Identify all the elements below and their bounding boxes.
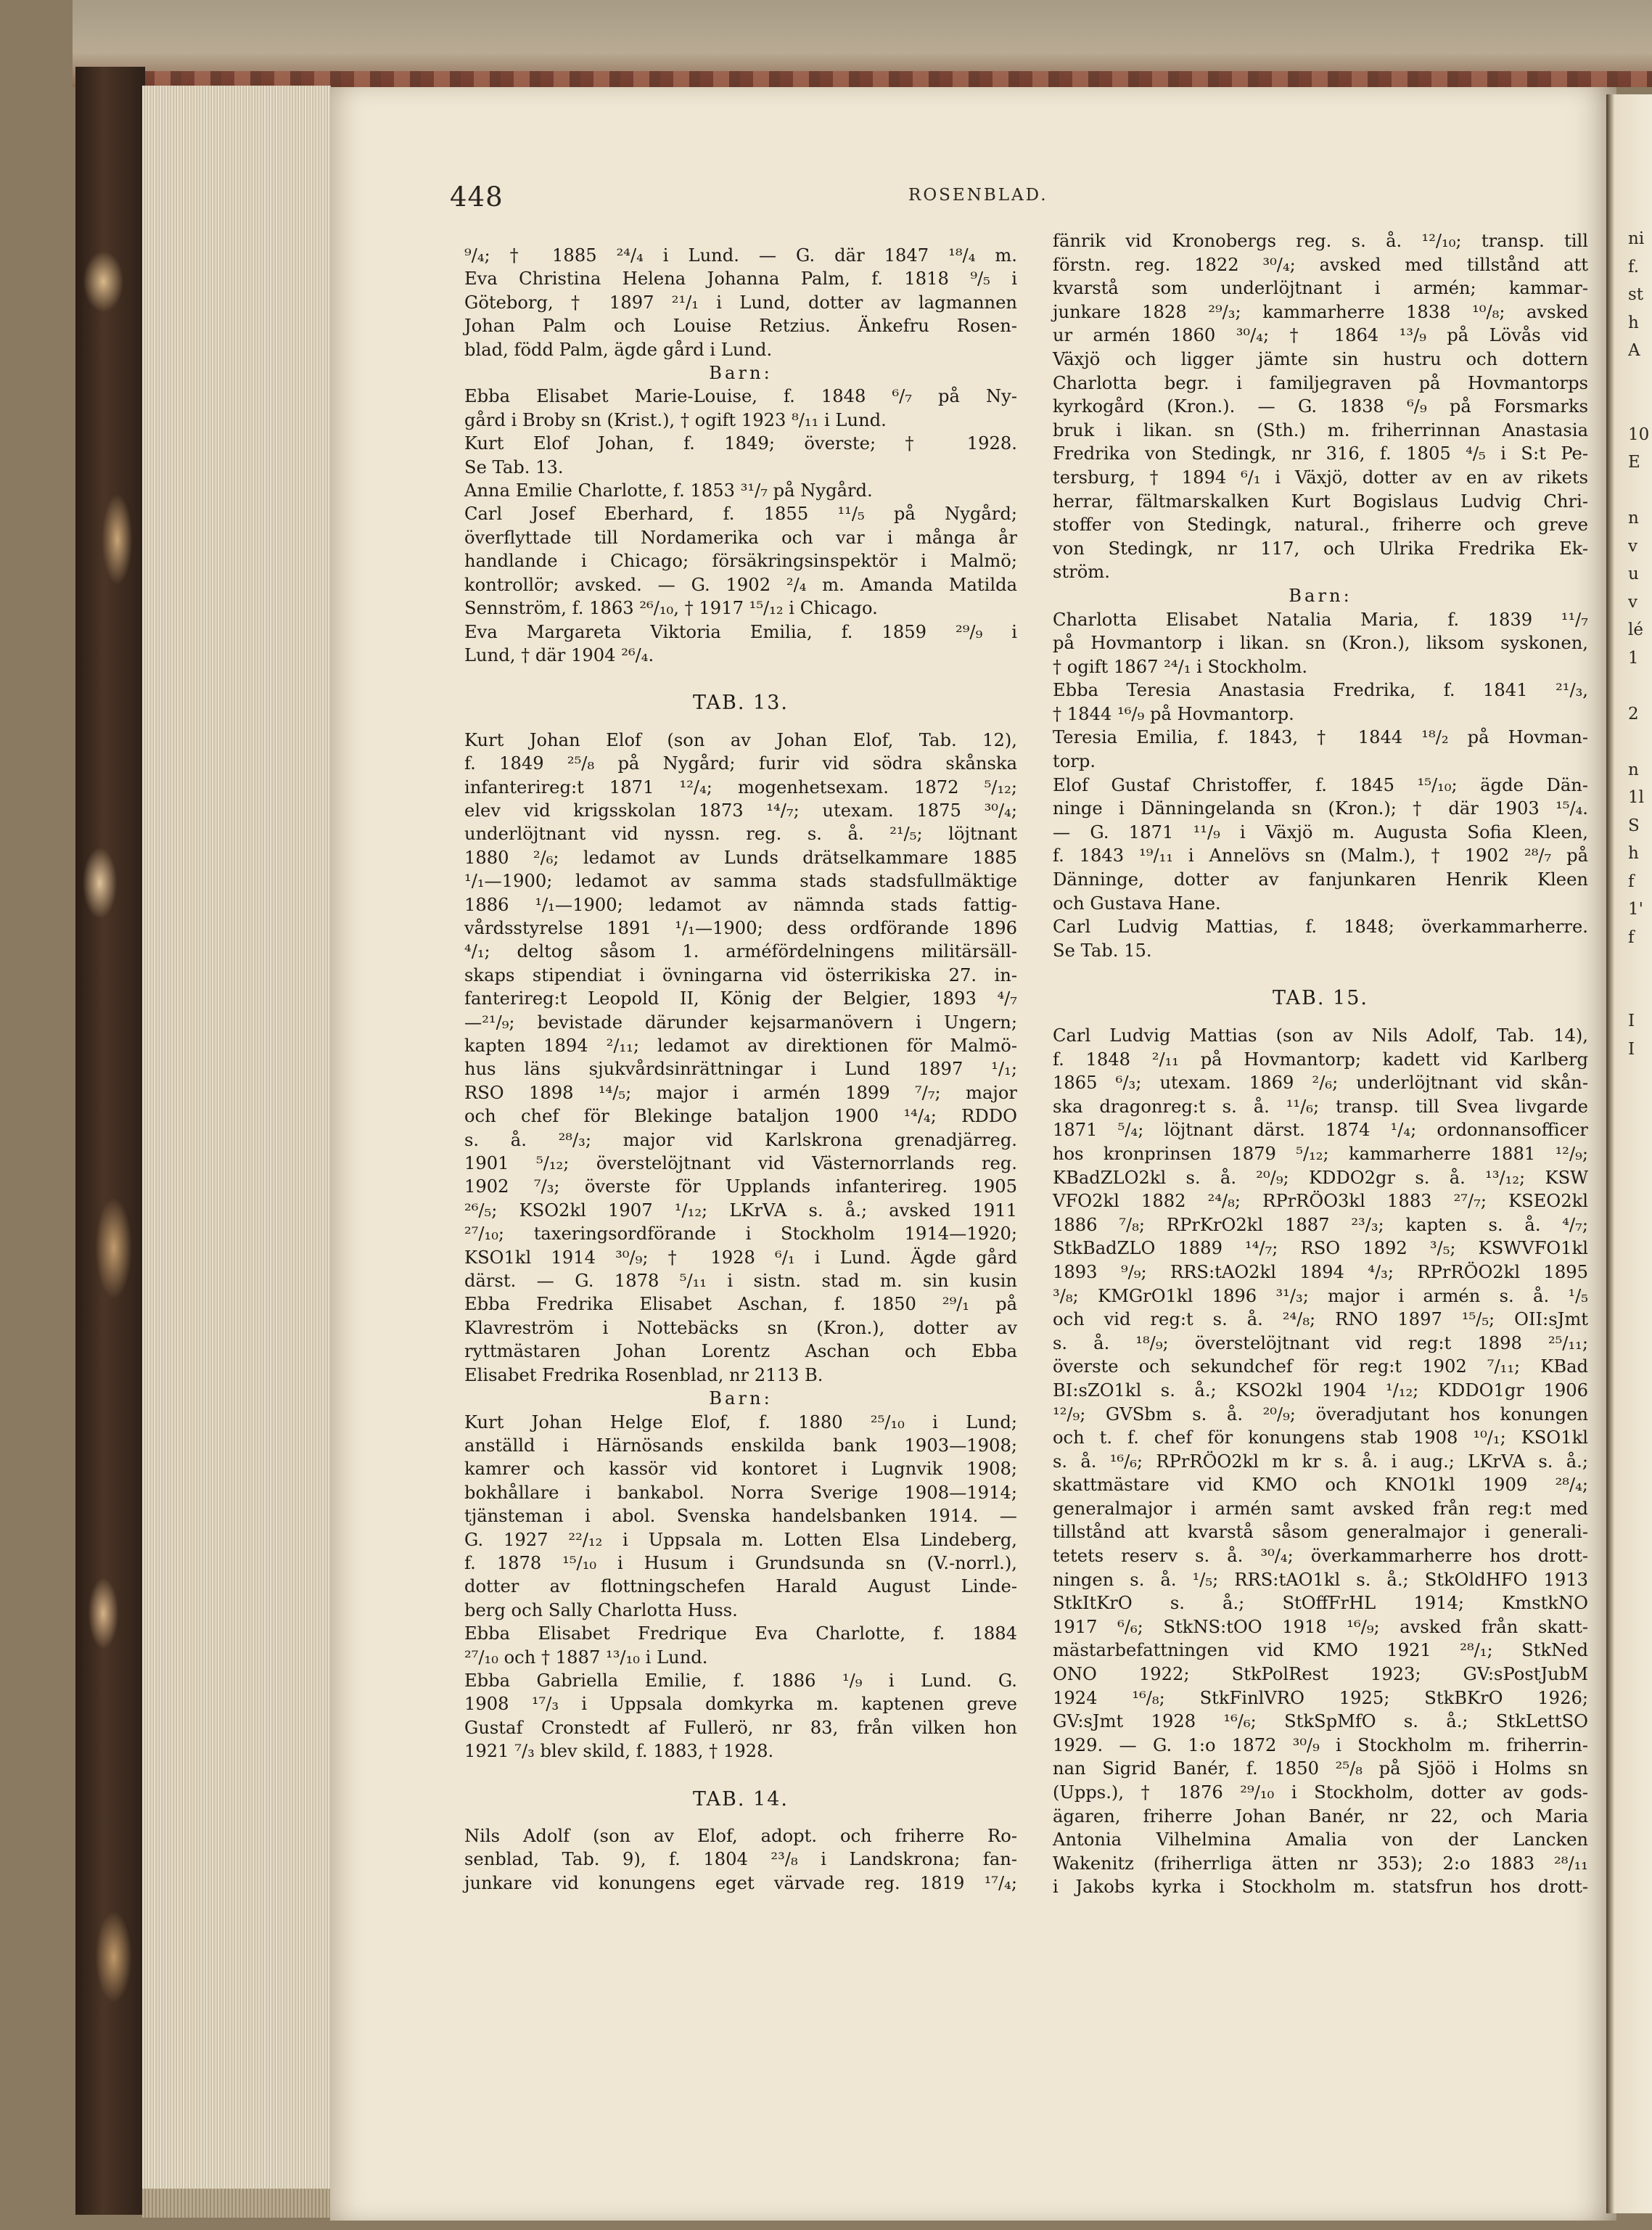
text-line: nan Sigrid Banér, f. 1850 ²⁵/₈ på Sjöö i Holms sn bbox=[1053, 1758, 1588, 1779]
text-line: överste och sekundchef för reg:t 1902 ⁷/₁₁; KBad bbox=[1053, 1356, 1588, 1377]
children-heading: Barn: bbox=[709, 1388, 773, 1409]
text-line: Antonia Vilhelmina Amalia von der Lancken bbox=[1053, 1829, 1588, 1850]
text-line: — G. 1871 ¹¹/₉ i Växjö m. Augusta Sofia Kleen, bbox=[1053, 821, 1588, 843]
text-line: anställd i Härnösands enskilda bank 1903—1908; bbox=[464, 1435, 1017, 1456]
text-line: s. å. ¹⁶/₆; RPrRÖO2kl m kr s. å. i aug.; LKrVA s. å.; bbox=[1053, 1451, 1588, 1472]
text-line: BI:sZO1kl s. å.; KSO2kl 1904 ¹/₁₂; KDDO1gr 1906 bbox=[1053, 1380, 1588, 1401]
text-line: Elisabet Fredrika Rosenblad, nr 2113 B. bbox=[464, 1364, 823, 1385]
text-line: bokhållare i bankabol. Norra Sverige 1908—1914; bbox=[464, 1482, 1017, 1503]
facing-page-fragment-line: E bbox=[1628, 453, 1640, 472]
facing-page-fragment-line: 2 bbox=[1628, 704, 1639, 723]
text-line: Ebba Teresia Anastasia Fredrika, f. 1841 ²¹/₃, bbox=[1053, 680, 1588, 701]
text-line: vårdsstyrelse 1891 ¹/₁—1900; dess ordförande 1896 bbox=[464, 917, 1017, 938]
facing-page-fragment-line: h bbox=[1628, 313, 1639, 332]
text-line: Eva Margareta Viktoria Emilia, f. 1859 ²⁹/₉ i bbox=[464, 621, 1017, 642]
text-line: senblad, Tab. 9), f. 1804 ²³/₈ i Landskrona; fan- bbox=[464, 1849, 1017, 1870]
text-line: Sennström, f. 1863 ²⁶/₁₀, † 1917 ¹⁵/₁₂ i Chicago. bbox=[464, 598, 878, 619]
facing-page-fragment-line bbox=[1628, 951, 1652, 980]
text-line: 1901 ⁵/₁₂; överstelöjtnant vid Västernorrlands reg. bbox=[464, 1153, 1017, 1174]
text-line: tillstånd att kvarstå såsom generalmajor i generali- bbox=[1053, 1522, 1588, 1543]
facing-page-fragment-line bbox=[1628, 365, 1652, 393]
text-line: kapten 1894 ²/₁₁; ledamot av direktionen för Malmö- bbox=[464, 1036, 1017, 1056]
text-line: ägaren, friherre Johan Banér, nr 22, och Maria bbox=[1053, 1805, 1588, 1827]
text-line: Charlotta begr. i familjegraven på Hovmantorps bbox=[1053, 372, 1588, 393]
facing-page-fragment-line: ni bbox=[1628, 229, 1645, 248]
text-line: 1886 ¹/₁—1900; ledamot av nämnda stads fattig- bbox=[464, 894, 1017, 915]
text-line: RSO 1898 ¹⁴/₅; major i armén 1899 ⁷/₇; major bbox=[464, 1082, 1017, 1103]
text-line: Klavreström i Nottebäcks sn (Kron.), dotter av bbox=[464, 1317, 1017, 1338]
text-line: tetets reserv s. å. ³⁰/₄; överkammarherre hos drott- bbox=[1053, 1546, 1588, 1567]
text-line: 1880 ²/₆; ledamot av Lunds drätselkammare 1885 bbox=[464, 847, 1017, 868]
page-header bbox=[450, 181, 1625, 218]
table-heading: TAB. 14. bbox=[693, 1787, 789, 1811]
text-line: hos kronprinsen 1879 ⁵/₁₂; kammarherre 1881 ¹²/₉; bbox=[1053, 1143, 1588, 1164]
text-line: 1886 ⁷/₈; RPrKrO2kl 1887 ²³/₃; kapten s. å. ⁴/₇; bbox=[1053, 1214, 1588, 1235]
text-line: tjänsteman i abol. Svenska handelsbanken 1914. — bbox=[464, 1506, 1017, 1527]
facing-page-fragment-line: st bbox=[1628, 285, 1644, 304]
text-line: ningen s. å. ¹/₅; RRS:tAO1kl s. å.; StkOldHFO 1913 bbox=[1053, 1569, 1588, 1590]
text-line: Kurt Elof Johan, f. 1849; överste; † 1928. bbox=[464, 433, 1017, 454]
text-line: mästarbefattningen vid KMO 1921 ²⁸/₁; StkNed bbox=[1053, 1640, 1588, 1661]
facing-page-fragment-line bbox=[1628, 980, 1652, 1008]
text-line: Ebba Elisabet Fredrique Eva Charlotte, f. 1884 bbox=[464, 1623, 1017, 1644]
text-line: 1871 ⁵/₄; löjtnant därst. 1874 ¹/₄; ordonnansofficer bbox=[1053, 1120, 1588, 1141]
text-line: (Upps.), † 1876 ²⁹/₁₀ i Stockholm, dotter av gods- bbox=[1053, 1782, 1588, 1803]
text-line: herrar, fältmarskalken Kurt Bogislaus Ludvig Chri- bbox=[1053, 491, 1588, 512]
text-line: KBadZLO2kl s. å. ²⁰/₉; KDDO2gr s. å. ¹³/₁₂; KSW bbox=[1053, 1167, 1588, 1188]
facing-page-fragment-line: 1 bbox=[1628, 648, 1639, 668]
text-line: berg och Sally Charlotta Huss. bbox=[464, 1599, 738, 1620]
text-line: 1893 ⁹/₉; RRS:tAO2kl 1894 ⁴/₃; RPrRÖO2kl 1895 bbox=[1053, 1261, 1588, 1282]
text-line: gård i Broby sn (Krist.), † ogift 1923 ⁸/₁₁ i Lund. bbox=[464, 409, 887, 430]
text-line: s. å. ¹⁸/₉; överstelöjtnant vid reg:t 1898 ²⁵/₁₁; bbox=[1053, 1332, 1588, 1353]
facing-page-fragment-line: 1l bbox=[1628, 788, 1644, 807]
text-line: Wakenitz (friherrliga ätten nr 353); 2:o 1883 ²⁸/₁₁ bbox=[1053, 1853, 1588, 1874]
text-line: ström. bbox=[1053, 562, 1110, 583]
facing-page-fragment-line: 1' bbox=[1628, 900, 1643, 919]
text-line: junkare vid konungens eget värvade reg. 1819 ¹⁷/₄; bbox=[464, 1872, 1017, 1893]
text-line: skaps stipendiat i övningarna vid österrikiska 27. in- bbox=[464, 964, 1017, 985]
facing-page-fragment-line bbox=[1628, 393, 1652, 421]
text-line: f. 1878 ¹⁵/₁₀ i Husum i Grundsunda sn (V.-norrl.), bbox=[464, 1552, 1017, 1573]
text-line: 1929. — G. 1:o 1872 ³⁰/₉ i Stockholm m. friherrin- bbox=[1053, 1734, 1588, 1755]
text-line: GV:sJmt 1928 ¹⁶/₆; StkSpMfO s. å.; StkLettSO bbox=[1053, 1711, 1588, 1732]
text-line: Se Tab. 13. bbox=[464, 456, 564, 477]
text-line: på Hovmantorp i likan. sn (Kron.), liksom syskonen, bbox=[1053, 633, 1588, 654]
facing-page-fragment-line: I bbox=[1628, 1012, 1635, 1030]
text-line: Elof Gustaf Christoffer, f. 1845 ¹⁵/₁₀; ägde Dän- bbox=[1053, 774, 1588, 795]
text-line: —²¹/₉; bevistade därunder kejsarmanövern i Ungern; bbox=[464, 1012, 1017, 1033]
text-line: ska dragonreg:t s. å. ¹¹/₆; transp. till Svea livgarde bbox=[1053, 1096, 1588, 1117]
text-line: 1924 ¹⁶/₈; StkFinlVRO 1925; StkBKrO 1926; bbox=[1053, 1687, 1588, 1708]
facing-page-fragment-line: I bbox=[1628, 1039, 1635, 1059]
text-line: Nils Adolf (son av Elof, adopt. och friherre Ro- bbox=[464, 1826, 1017, 1846]
running-head: ROSENBLAD. bbox=[908, 186, 1048, 205]
facing-page-fragment-line bbox=[1628, 477, 1652, 505]
text-line: f. 1843 ¹⁹/₁₁ i Annelövs sn (Malm.), † 1902 ²⁸/₇ på bbox=[1053, 845, 1588, 866]
table-heading: TAB. 13. bbox=[693, 692, 789, 715]
text-line: Växjö och ligger jämte sin hustru och dottern bbox=[1053, 348, 1588, 369]
text-line: kyrkogård (Kron.). — G. 1838 ⁶/₉ på Forsmarks bbox=[1053, 396, 1588, 417]
facing-page-fragment-line: 10 bbox=[1628, 425, 1650, 444]
children-heading: Barn: bbox=[1289, 585, 1352, 606]
text-line: s. å. ²⁸/₃; major vid Karlskrona grenadjärreg. bbox=[464, 1129, 1017, 1150]
top-page-edges bbox=[73, 0, 1652, 87]
facing-page-fragment-line bbox=[1628, 672, 1652, 700]
text-line: ²⁷/₁₀ och † 1887 ¹³/₁₀ i Lund. bbox=[464, 1647, 708, 1668]
text-line: därst. — G. 1878 ⁵/₁₁ i sistn. stad m. sin kusin bbox=[464, 1271, 1017, 1292]
text-line: Teresia Emilia, f. 1843, † 1844 ¹⁸/₂ på Hovman- bbox=[1053, 727, 1588, 748]
text-line: generalmajor i armén samt avsked från reg:t med bbox=[1053, 1498, 1588, 1519]
page-number: 448 bbox=[450, 181, 504, 213]
text-line: tersburg, † 1894 ⁶/₁ i Växjö, dotter av en av rikets bbox=[1053, 467, 1588, 488]
text-line: elev vid krigsskolan 1873 ¹⁴/₇; utexam. 1875 ³⁰/₄; bbox=[464, 800, 1017, 821]
right-text-column bbox=[1053, 229, 1588, 1899]
text-line: Carl Ludvig Mattias (son av Nils Adolf, Tab. 14), bbox=[1053, 1025, 1588, 1046]
text-line: i Jakobs kyrka i Stockholm m. statsfrun hos drott- bbox=[1053, 1877, 1588, 1898]
left-page-block-edges bbox=[142, 86, 331, 2205]
text-line: och vid reg:t s. å. ²⁴/₈; RNO 1897 ¹⁵/₅; OII:sJmt bbox=[1053, 1309, 1588, 1330]
text-line: VFO2kl 1882 ²⁴/₈; RPrRÖO3kl 1883 ²⁷/₇; KSEO2kl bbox=[1053, 1191, 1588, 1212]
text-line: † 1844 ¹⁶/₉ på Hovmantorp. bbox=[1053, 703, 1294, 724]
text-line: ¹/₁—1900; ledamot av samma stads stadsfullmäktige bbox=[464, 871, 1017, 892]
text-line: 1917 ⁶/₆; StkNS:tOO 1918 ¹⁶/₉; avsked från skatt- bbox=[1053, 1616, 1588, 1637]
facing-page-fragment-line: n bbox=[1628, 509, 1639, 528]
text-line: fanterireg:t Leopold II, König der Belgier, 1893 ⁴/₇ bbox=[464, 988, 1017, 1009]
text-line: och chef för Blekinge bataljon 1900 ¹⁴/₄; RDDO bbox=[464, 1106, 1017, 1127]
text-line: Kurt Johan Helge Elof, f. 1880 ²⁵/₁₀ i Lund; bbox=[464, 1411, 1017, 1432]
text-line: ur armén 1860 ³⁰/₄; † 1864 ¹³/₉ på Lövås vid bbox=[1053, 325, 1588, 346]
text-line: Gustaf Cronstedt af Fullerö, nr 83, från vilken hon bbox=[464, 1717, 1017, 1738]
text-line: 1902 ⁷/₃; överste för Upplands infanterireg. 1905 bbox=[464, 1176, 1017, 1197]
text-line: hus läns sjukvårdsinrättningar i Lund 1897 ¹/₁; bbox=[464, 1059, 1017, 1080]
text-line: blad, född Palm, ägde gård i Lund. bbox=[464, 339, 773, 360]
text-line: ninge i Dänningelanda sn (Kron.); † där 1903 ¹⁵/₄. bbox=[1053, 798, 1588, 819]
text-line: Se Tab. 15. bbox=[1053, 940, 1152, 961]
facing-page-fragment-line bbox=[1628, 728, 1652, 756]
text-line: 1908 ¹⁷/₃ i Uppsala domkyrka m. kaptenen greve bbox=[464, 1694, 1017, 1715]
text-line: Kurt Johan Elof (son av Johan Elof, Tab. 12), bbox=[464, 729, 1017, 750]
text-line: KSO1kl 1914 ³⁰/₉; † 1928 ⁶/₁ i Lund. Ägde gård bbox=[464, 1247, 1017, 1268]
text-line: 1865 ⁶/₃; utexam. 1869 ²/₆; underlöjtnant vid skån- bbox=[1053, 1073, 1588, 1094]
text-line: 1921 ⁷/₃ blev skild, f. 1883, † 1928. bbox=[464, 1741, 774, 1762]
text-line: f. 1848 ²/₁₁ på Hovmantorp; kadett vid Karlberg bbox=[1053, 1049, 1588, 1070]
text-line: ³/₈; KMGrO1kl 1896 ³¹/₃; major i armén s. å. ¹/₅ bbox=[1053, 1285, 1588, 1306]
text-line: infanterireg:t 1871 ¹²/₄; mogenhetsexam. 1872 ⁵/₁₂; bbox=[464, 776, 1017, 798]
facing-page-fragment-line: h bbox=[1628, 844, 1639, 863]
text-line: Göteborg, † 1897 ²¹/₁ i Lund, dotter av lagmannen bbox=[464, 292, 1017, 313]
text-line: och t. f. chef för konungens stab 1908 ¹⁰/₁; KSO1kl bbox=[1053, 1427, 1588, 1448]
facing-page-fragment-line: f bbox=[1628, 872, 1635, 891]
text-line: överflyttade till Nordamerika och var i många år bbox=[464, 527, 1017, 548]
text-line: dotter av flottningschefen Harald August Linde- bbox=[464, 1576, 1017, 1597]
text-line: bruk i likan. sn (Sth.) m. friherrinnan Anastasia bbox=[1053, 419, 1588, 440]
text-line: ²⁷/₁₀; taxeringsordförande i Stockholm 1914—1920; bbox=[464, 1223, 1017, 1245]
text-line: Eva Christina Helena Johanna Palm, f. 1818 ⁹/₅ i bbox=[464, 268, 1017, 290]
text-line: ⁹/₄; † 1885 ²⁴/₄ i Lund. — G. där 1847 ¹⁸/₄ m. bbox=[464, 245, 1017, 266]
text-line: kvarstå som underlöjtnant i armén; kammar- bbox=[1053, 278, 1588, 299]
text-line: ¹²/₉; GVSbm s. å. ²⁰/₉; överadjutant hos konungen bbox=[1053, 1403, 1588, 1425]
text-line: kontrollör; avsked. — G. 1902 ²/₄ m. Amanda Matilda bbox=[464, 574, 1017, 595]
text-line: torp. bbox=[1053, 751, 1096, 772]
text-line: ⁴/₁; deltog såsom 1. arméfördelningens militärsäll- bbox=[464, 941, 1017, 962]
facing-page-fragment-line: lé bbox=[1628, 620, 1643, 639]
children-heading: Barn: bbox=[709, 363, 773, 384]
text-line: fänrik vid Kronobergs reg. s. å. ¹²/₁₀; transp. till bbox=[1053, 231, 1588, 251]
text-line: junkare 1828 ²⁹/₃; kammarherre 1838 ¹⁰/₈; avsked bbox=[1053, 301, 1588, 322]
text-line: G. 1927 ²²/₁₂ i Uppsala m. Lotten Elsa Lindeberg, bbox=[464, 1529, 1017, 1550]
text-line: ²⁶/₅; KSO2kl 1907 ¹/₁₂; LKrVA s. å.; avsked 1911 bbox=[464, 1200, 1017, 1221]
text-line: StkBadZLO 1889 ¹⁴/₇; RSO 1892 ³/₅; KSWVFO1kl bbox=[1053, 1238, 1588, 1259]
marbled-book-cover bbox=[75, 67, 145, 2215]
text-line: förstn. reg. 1822 ³⁰/₄; avsked med tillstånd att bbox=[1053, 254, 1588, 275]
facing-page-fragment-line: v bbox=[1628, 592, 1637, 612]
text-line: Johan Palm och Louise Retzius. Änkefru Rosen- bbox=[464, 316, 1017, 337]
facing-page-fragment-line: v bbox=[1628, 536, 1637, 556]
facing-page-fragment-line: n bbox=[1628, 760, 1639, 779]
facing-page-fragment-line: S bbox=[1628, 816, 1640, 835]
text-line: underlöjtnant vid nyssn. reg. s. å. ²¹/₅; löjtnant bbox=[464, 824, 1017, 845]
text-line: von Stedingk, nr 117, och Ulrika Fredrika Ek- bbox=[1053, 538, 1588, 559]
table-heading: TAB. 15. bbox=[1273, 987, 1368, 1010]
text-line: Charlotta Elisabet Natalia Maria, f. 1839 ¹¹/₇ bbox=[1053, 609, 1588, 630]
facing-page-fragment-line: f bbox=[1628, 927, 1635, 947]
text-line: stoffer von Stedingk, natural., friherre och greve bbox=[1053, 515, 1588, 536]
text-line: Carl Josef Eberhard, f. 1855 ¹¹/₅ på Nygård; bbox=[464, 504, 1017, 525]
text-line: handlande i Chicago; försäkringsinspektör i Malmö; bbox=[464, 551, 1017, 572]
text-line: Dänninge, dotter av fanjunkaren Henrik Kleen bbox=[1053, 869, 1588, 890]
text-line: Lund, † där 1904 ²⁶/₄. bbox=[464, 644, 654, 665]
facing-page-fragment-line: u bbox=[1628, 565, 1639, 583]
facing-page-fragment-line: A bbox=[1628, 341, 1640, 360]
text-line: ONO 1922; StkPolRest 1923; GV:sPostJubM bbox=[1053, 1664, 1588, 1685]
text-line: Anna Emilie Charlotte, f. 1853 ³¹/₇ på Nygård. bbox=[464, 480, 873, 501]
text-line: StkItKrO s. å.; StOffFrHL 1914; KmstkNO bbox=[1053, 1593, 1588, 1614]
text-line: Carl Ludvig Mattias, f. 1848; överkammarherre. bbox=[1053, 917, 1588, 938]
left-text-column bbox=[464, 244, 1017, 1895]
facing-page-fragment bbox=[1628, 225, 1652, 1063]
text-line: skattmästare vid KMO och KNO1kl 1909 ²⁸/₄; bbox=[1053, 1475, 1588, 1496]
text-line: f. 1849 ²⁵/₈ på Nygård; furir vid södra skånska bbox=[464, 753, 1017, 774]
text-line: † ogift 1867 ²⁴/₁ i Stockholm. bbox=[1053, 656, 1308, 677]
text-line: Ebba Elisabet Marie-Louise, f. 1848 ⁶/₇ på Ny- bbox=[464, 386, 1017, 407]
text-line: och Gustava Hane. bbox=[1053, 893, 1221, 914]
text-line: Fredrika von Stedingk, nr 316, f. 1805 ⁴/₅ i S:t Pe- bbox=[1053, 443, 1588, 464]
text-line: Ebba Gabriella Emilie, f. 1886 ¹/₉ i Lund. G. bbox=[464, 1670, 1017, 1691]
text-line: Ebba Fredrika Elisabet Aschan, f. 1850 ²⁹/₁ på bbox=[464, 1294, 1017, 1315]
facing-page-fragment-line: f. bbox=[1628, 257, 1640, 276]
text-line: ryttmästaren Johan Lorentz Aschan och Ebba bbox=[464, 1341, 1017, 1362]
text-line: kamrer och kassör vid kontoret i Lugnvik 1908; bbox=[464, 1459, 1017, 1480]
